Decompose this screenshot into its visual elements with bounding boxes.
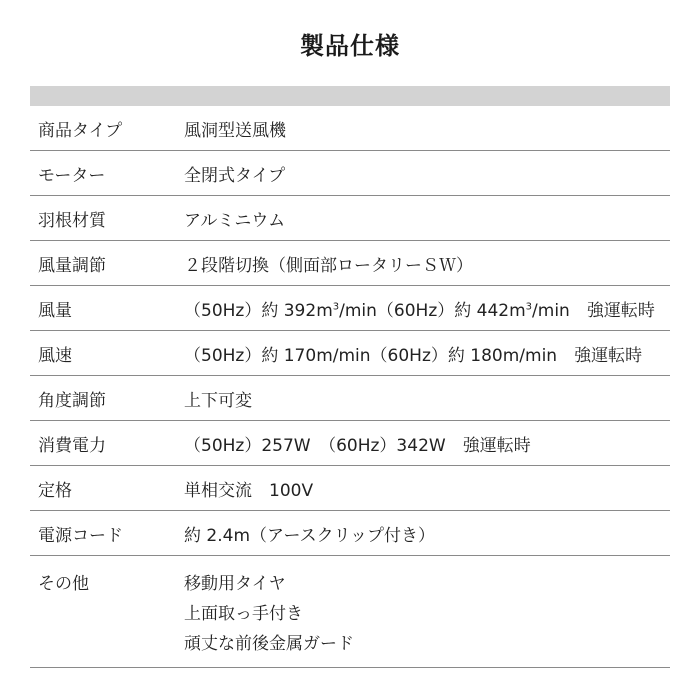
- list-item: 頑丈な前後金属ガード: [184, 634, 354, 654]
- row-label: 羽根材質: [38, 210, 106, 231]
- spec-table: [30, 106, 670, 668]
- table-row-rating: [30, 466, 670, 511]
- table-row-wind-speed: [30, 331, 670, 376]
- row-label: 風量調節: [38, 255, 106, 276]
- page-title: 製品仕様: [300, 32, 400, 60]
- row-label: 消費電力: [38, 435, 106, 456]
- list-item: 上面取っ手付き: [184, 604, 303, 624]
- value-part: （50Hz）約 392m: [184, 300, 333, 321]
- row-value: [184, 296, 655, 321]
- row-label: 電源コード: [38, 525, 123, 546]
- row-label: 角度調節: [38, 390, 106, 411]
- row-value: 約 2.4m（アースクリップ付き）: [184, 525, 435, 546]
- row-value: アルミニウム: [184, 210, 286, 231]
- row-value: 上下可変: [184, 390, 252, 411]
- row-label: その他: [38, 574, 89, 594]
- row-value: （50Hz）257W （60Hz）342W 強運転時: [184, 435, 531, 456]
- table-row-power-consumption: [30, 421, 670, 466]
- table-row-airflow-volume: [30, 286, 670, 331]
- row-label: 風速: [38, 345, 72, 366]
- table-row-product-type: [30, 106, 670, 151]
- row-value: ２段階切換（側面部ロータリーＳＷ）: [184, 255, 473, 276]
- value-part: /min 強運転時: [532, 300, 655, 321]
- row-label: モーター: [38, 165, 106, 186]
- table-row-blade-material: [30, 196, 670, 241]
- row-label: 風量: [38, 300, 72, 321]
- superscript: 3: [332, 300, 340, 312]
- table-header-bar: [30, 86, 670, 106]
- row-value: 全閉式タイプ: [184, 165, 286, 186]
- row-label: 商品タイプ: [38, 120, 123, 141]
- table-row-airflow-control: [30, 241, 670, 286]
- row-value: 風洞型送風機: [184, 120, 286, 141]
- row-value-list: [184, 569, 354, 659]
- value-part: /min（60Hz）約 442m: [339, 300, 526, 321]
- table-row-power-cord: [30, 511, 670, 556]
- row-value: 単相交流 100V: [184, 480, 314, 501]
- row-label: 定格: [38, 480, 72, 501]
- table-row-other: [30, 556, 670, 668]
- list-item: 移動用タイヤ: [184, 574, 286, 594]
- table-row-motor: [30, 151, 670, 196]
- row-value: （50Hz）約 170m/min（60Hz）約 180m/min 強運転時: [184, 345, 643, 366]
- superscript: 3: [525, 300, 533, 312]
- table-row-angle-adjustment: [30, 376, 670, 421]
